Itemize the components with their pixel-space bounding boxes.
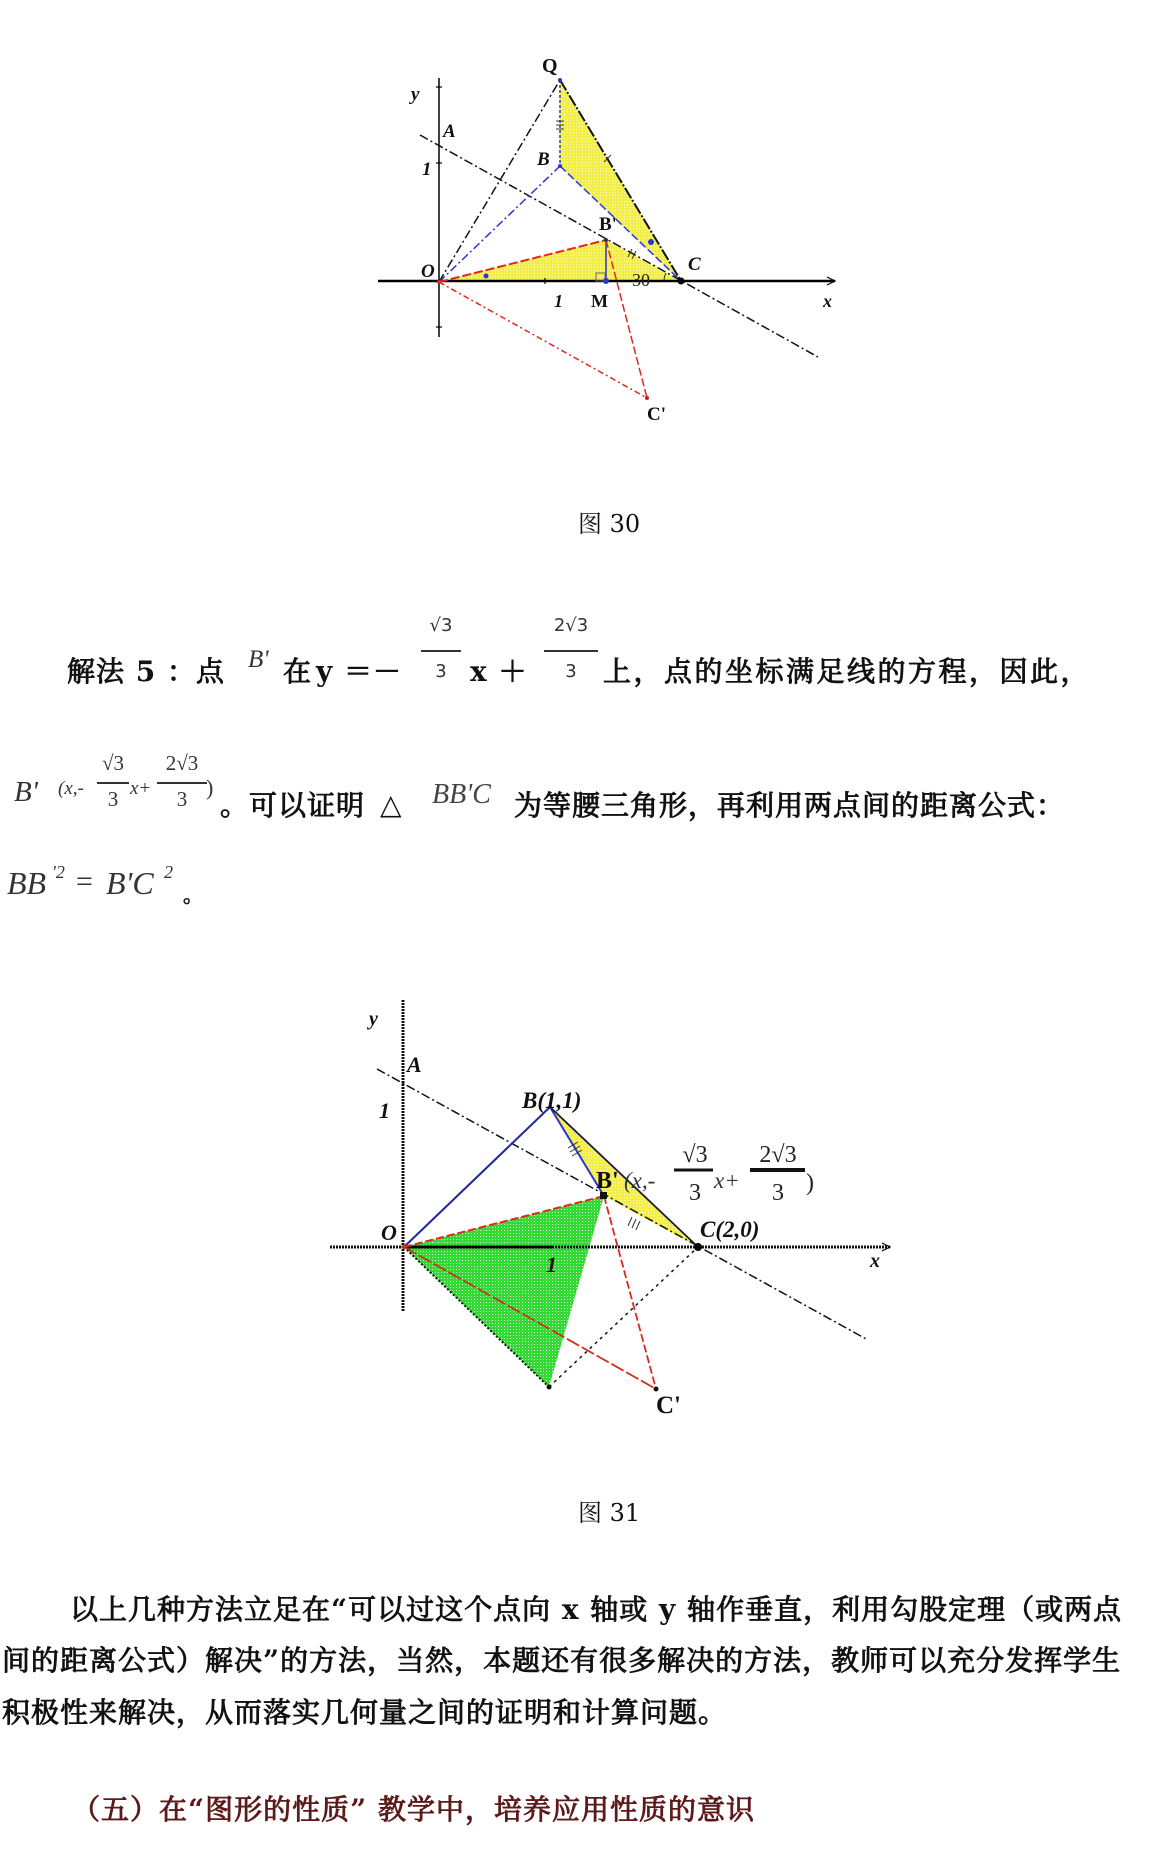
fraction-bar	[421, 650, 461, 652]
solution5-line1-tail: 上，点的坐标满足线的方程，因此，	[603, 655, 1092, 688]
solution5-lead: 解法 5 ：点	[67, 655, 225, 688]
line-ac	[377, 1069, 868, 1340]
paragraph-line: 积极性来解决，从而落实几何量之间的证明和计算问题。	[2, 1696, 728, 1729]
fraction-numerator: √3	[101, 751, 125, 775]
fraction-sqrt3-over-3	[421, 612, 461, 684]
label-x-axis: x	[870, 1250, 880, 1272]
point-b-prime-formula: B'	[14, 776, 38, 808]
fraction-sqrt3-over-3	[97, 748, 129, 812]
fraction-numerator: √3	[682, 1142, 708, 1168]
equation-x-plus: x ＋	[470, 655, 528, 688]
b-prime-coordinate-label	[624, 1142, 814, 1206]
label-b-prime: B'	[599, 214, 617, 235]
fraction-denominator: 3	[435, 661, 447, 682]
label-y-axis: y	[411, 84, 420, 105]
label-m: M	[591, 291, 608, 311]
label-c-prime: C'	[647, 404, 666, 425]
segment-b-prime-c-prime	[604, 1196, 656, 1389]
fraction-2sqrt3-over-3	[157, 748, 207, 812]
label-b: B	[537, 149, 550, 170]
figure-31-caption: 图 31	[578, 1499, 641, 1527]
equation-lhs: BB	[7, 865, 47, 901]
equation-rhs-superscript: 2	[164, 862, 173, 882]
fraction-bar	[97, 782, 129, 784]
equal-length-mark-icon-2	[628, 1217, 640, 1230]
figure-30-diagram	[360, 40, 840, 440]
fraction-denominator: 3	[107, 787, 119, 811]
label-b-prime: B'	[596, 1168, 619, 1194]
figure-31-diagram	[320, 990, 900, 1420]
fraction-denominator: 3	[689, 1180, 701, 1206]
label-o: O	[421, 261, 435, 282]
coord-close: )	[806, 1170, 814, 1196]
fraction-denominator: 3	[176, 787, 188, 811]
label-c-2-0: C(2,0)	[700, 1217, 760, 1242]
fraction-numerator: 2√3	[759, 1142, 797, 1168]
coord-x-plus: x+	[130, 778, 152, 799]
line-ac	[420, 135, 818, 357]
figure-30-caption: 图 30	[578, 510, 641, 538]
coord-close: )	[206, 775, 214, 800]
label-q: Q	[542, 55, 558, 77]
paragraph-line: 以上几种方法立足在“可以过这个点向 x 轴或 y 轴作垂直，利用勾股定理（或两点	[70, 1593, 1123, 1626]
label-c: C	[688, 254, 701, 275]
text-zai: 在	[283, 655, 313, 688]
shaded-triangle-green	[404, 1196, 604, 1387]
fraction-denominator: 3	[565, 661, 577, 682]
coord-open: (x,-	[624, 1168, 656, 1193]
equation-equals: =	[76, 865, 93, 898]
label-o: O	[381, 1220, 397, 1245]
label-x-one: 1	[554, 291, 563, 311]
label-a: A	[443, 121, 456, 142]
coord-x-plus: x+	[714, 1168, 740, 1193]
point-b-prime: B'	[248, 646, 269, 673]
solution5-line2-text-a: 。可以证明	[220, 789, 366, 822]
triangle-name: BB'C	[432, 779, 491, 810]
label-y-one: 1	[422, 159, 432, 180]
equation-end-period: 。	[183, 883, 204, 907]
label-a: A	[407, 1052, 422, 1077]
segment-oq	[439, 80, 560, 282]
triangle-symbol: △	[380, 790, 402, 821]
equation-lhs-superscript: '2	[52, 862, 65, 882]
label-c-prime: C'	[656, 1392, 681, 1419]
label-y-one: 1	[379, 1098, 390, 1123]
fraction-numerator: 2√3	[553, 615, 589, 636]
label-x-axis: x	[823, 291, 832, 311]
fraction-bar	[544, 650, 598, 652]
coord-open: (x,-	[58, 778, 84, 799]
solution5-line2-text-b: 为等腰三角形，再利用两点间的距离公式：	[514, 789, 1066, 822]
equation-lhs: y ＝－	[316, 655, 403, 688]
label-angle-30: 30	[632, 270, 650, 290]
label-b-1-1: B(1,1)	[522, 1088, 582, 1113]
segment-oc-prime	[439, 282, 647, 398]
fraction-numerator: 2√3	[165, 751, 199, 775]
label-x-one: 1	[546, 1252, 557, 1277]
fraction-numerator: √3	[429, 615, 453, 636]
section-heading: （五）在“图形的性质” 教学中，培养应用性质的意识	[72, 1793, 755, 1826]
fraction-denominator: 3	[772, 1180, 784, 1206]
equation-rhs: B'C	[106, 865, 154, 901]
paragraph-line: 间的距离公式）解决”的方法，当然，本题还有很多解决的方法，教师可以充分发挥学生	[2, 1644, 1122, 1677]
fraction-bar	[157, 782, 207, 784]
label-y-axis: y	[369, 1008, 378, 1030]
fraction-2sqrt3-over-3	[544, 612, 598, 684]
